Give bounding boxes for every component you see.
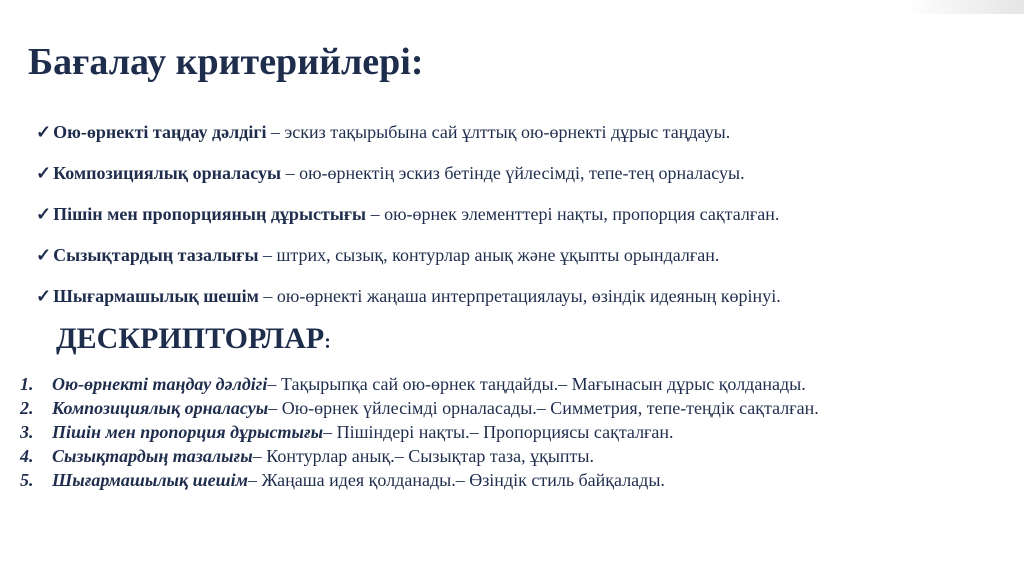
criteria-name: Шығармашылық шешім	[53, 286, 259, 306]
checkmark-icon: ✓	[36, 286, 52, 306]
criteria-text: – ою-өрнекті жаңаша интерпретациялауы, өзіндік идеяның көрінуі.	[258, 286, 781, 306]
criteria-text: – эскиз тақырыбына сай ұлттық ою-өрнекті дұрыс таңдауы.	[266, 122, 731, 142]
criteria-name: Сызықтардың тазалығы	[53, 245, 259, 265]
descriptor-text: – Жаңаша идея қолданады.– Өзіндік стиль байқалады.	[247, 470, 665, 490]
criteria-name: Композициялық орналасуы	[53, 163, 282, 183]
checkmark-icon: ✓	[36, 122, 52, 142]
descriptors-heading-text: ДЕСКРИПТОРЛАР	[56, 322, 325, 355]
descriptors-heading-colon: :	[324, 331, 331, 353]
descriptor-item	[20, 444, 1010, 468]
descriptors-heading	[56, 322, 331, 356]
criteria-name: Ою-өрнекті таңдау дәлдігі	[53, 122, 267, 142]
descriptor-text: – Тақырыпқа сай ою-өрнек таңдайды.– Мағынасын дұрыс қолданады.	[267, 374, 806, 394]
descriptor-number: 2.	[20, 398, 34, 418]
criteria-item	[36, 163, 1006, 204]
descriptor-text: – Контурлар анық.– Сызықтар таза, ұқыпты.	[252, 446, 594, 466]
criteria-text: – ою-өрнек элементтері нақты, пропорция сақталған.	[366, 204, 780, 224]
descriptor-item	[20, 420, 1010, 444]
descriptor-item	[20, 396, 1010, 420]
slide-corner-shadow	[904, 0, 1024, 14]
descriptor-name: Пішін мен пропорция дұрыстығы	[52, 422, 324, 442]
criteria-text: – ою-өрнектің эскиз бетінде үйлесімді, тепе-тең орналасуы.	[281, 163, 745, 183]
descriptor-number: 5.	[20, 470, 34, 490]
criteria-item	[36, 204, 1006, 245]
checkmark-icon: ✓	[36, 204, 52, 224]
descriptor-name: Шығармашылық шешім	[52, 470, 248, 490]
descriptor-text: – Пішіндері нақты.– Пропорциясы сақталған.	[323, 422, 674, 442]
checkmark-icon: ✓	[36, 245, 52, 265]
descriptor-item	[20, 468, 1010, 492]
descriptor-name: Композициялық орналасуы	[52, 398, 269, 418]
descriptor-item	[20, 372, 1010, 396]
descriptor-text: – Ою-өрнек үйлесімді орналасады.– Симметрия, тепе-теңдік сақталған.	[268, 398, 819, 418]
criteria-item	[36, 286, 1006, 327]
descriptor-name: Сызықтардың тазалығы	[52, 446, 253, 466]
criteria-list	[36, 122, 1006, 327]
descriptors-list	[20, 372, 1010, 492]
criteria-text: – штрих, сызық, контурлар анық және ұқыпты орындалған.	[258, 245, 720, 265]
criteria-item	[36, 245, 1006, 286]
criteria-item	[36, 122, 1006, 163]
slide-title: Бағалау критерийлері:	[28, 41, 424, 83]
criteria-name: Пішін мен пропорцияның дұрыстығы	[53, 204, 367, 224]
descriptor-name: Ою-өрнекті таңдау дәлдігі	[52, 374, 268, 394]
checkmark-icon: ✓	[36, 163, 52, 183]
descriptor-number: 1.	[20, 374, 34, 394]
descriptor-number: 3.	[20, 422, 34, 442]
descriptor-number: 4.	[20, 446, 34, 466]
